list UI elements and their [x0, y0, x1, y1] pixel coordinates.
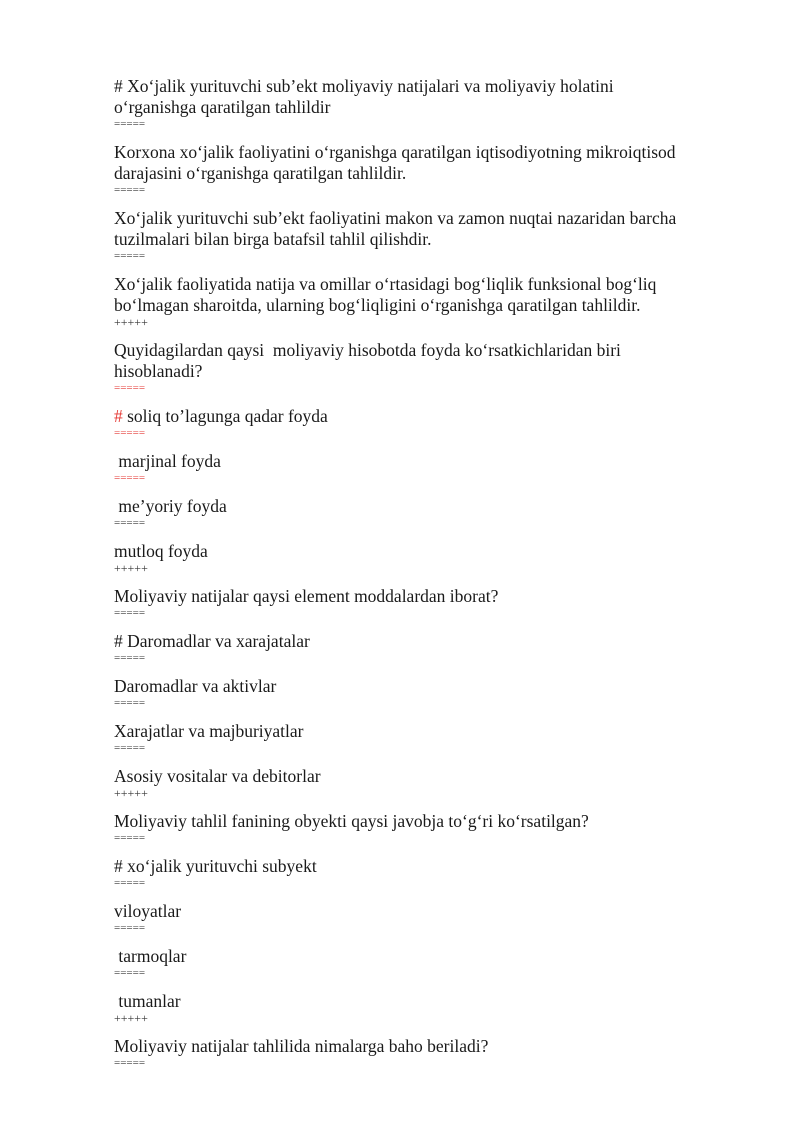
option-separator: =====	[114, 652, 146, 664]
document-text-line: Asosiy vositalar va debitorlar	[114, 766, 321, 786]
document-text-line: # xo‘jalik yurituvchi subyekt	[114, 856, 317, 876]
document-text-line: # Daromadlar va xarajatalar	[114, 631, 310, 651]
document-text-line: Xo‘jalik faoliyatida natija va omillar o‘rtasidagi bog‘liqlik funksional bog‘liq	[114, 274, 657, 294]
option-separator: =====	[114, 922, 146, 934]
document-text-line: bo‘lmagan sharoitda, ularning bog‘liqligini o‘rganishga qaratilgan tahlildir.	[114, 295, 641, 315]
document-text-line: tumanlar	[114, 991, 181, 1011]
option-separator: =====	[114, 427, 146, 439]
option-separator: =====	[114, 1057, 146, 1069]
document-text-line: Xarajatlar va majburiyatlar	[114, 721, 304, 741]
document-text-line: darajasini o‘rganishga qaratilgan tahlildir.	[114, 163, 407, 183]
document-text-line: tuzilmalari bilan birga batafsil tahlil qilishdir.	[114, 229, 432, 249]
question-separator: +++++	[114, 561, 148, 575]
document-text-line: tarmoqlar	[114, 946, 187, 966]
option-separator: =====	[114, 607, 146, 619]
option-separator: =====	[114, 832, 146, 844]
option-separator: =====	[114, 517, 146, 529]
question-separator: +++++	[114, 786, 148, 800]
document-text-line: o‘rganishga qaratilgan tahlildir	[114, 97, 331, 117]
document-text-line: hisoblanadi?	[114, 361, 203, 381]
document-text-line: Korxona xo‘jalik faoliyatini o‘rganishga qaratilgan iqtisodiyotning mikroiqtisod	[114, 142, 676, 162]
document-text-line: Xo‘jalik yurituvchi sub’ekt faoliyatini makon va zamon nuqtai nazaridan barcha	[114, 208, 677, 228]
document-text-line: Daromadlar va aktivlar	[114, 676, 277, 696]
document-text-line: marjinal foyda	[114, 451, 221, 471]
option-separator: =====	[114, 184, 146, 196]
document-text-line: Moliyaviy natijalar tahlilida nimalarga baho beriladi?	[114, 1036, 489, 1056]
option-separator: =====	[114, 250, 146, 262]
option-separator: =====	[114, 382, 146, 394]
option-separator: =====	[114, 118, 146, 130]
answer-text: soliq to’lagunga qadar foyda	[122, 406, 328, 426]
correct-answer-marker: #	[114, 406, 123, 426]
option-separator: =====	[114, 877, 146, 889]
document-text-line: viloyatlar	[114, 901, 182, 921]
document-text-line: me’yoriy foyda	[114, 496, 227, 516]
document-text-line: Moliyaviy natijalar qaysi element moddalardan iborat?	[114, 586, 499, 606]
document-body	[114, 76, 726, 1081]
option-separator: =====	[114, 472, 146, 484]
question-separator: +++++	[114, 1011, 148, 1025]
option-separator: =====	[114, 697, 146, 709]
option-separator: =====	[114, 742, 146, 754]
document-text-line: # Xo‘jalik yurituvchi sub’ekt moliyaviy natijalari va moliyaviy holatini	[114, 76, 614, 96]
document-text-line: mutloq foyda	[114, 541, 208, 561]
document-text-line: Moliyaviy tahlil fanining obyekti qaysi javobja to‘g‘ri ko‘rsatilgan?	[114, 811, 589, 831]
option-separator: =====	[114, 967, 146, 979]
answer-line	[114, 406, 726, 427]
document-text-line: Quyidagilardan qaysi moliyaviy hisobotda foyda ko‘rsatkichlaridan biri	[114, 340, 621, 360]
question-separator: +++++	[114, 315, 148, 329]
